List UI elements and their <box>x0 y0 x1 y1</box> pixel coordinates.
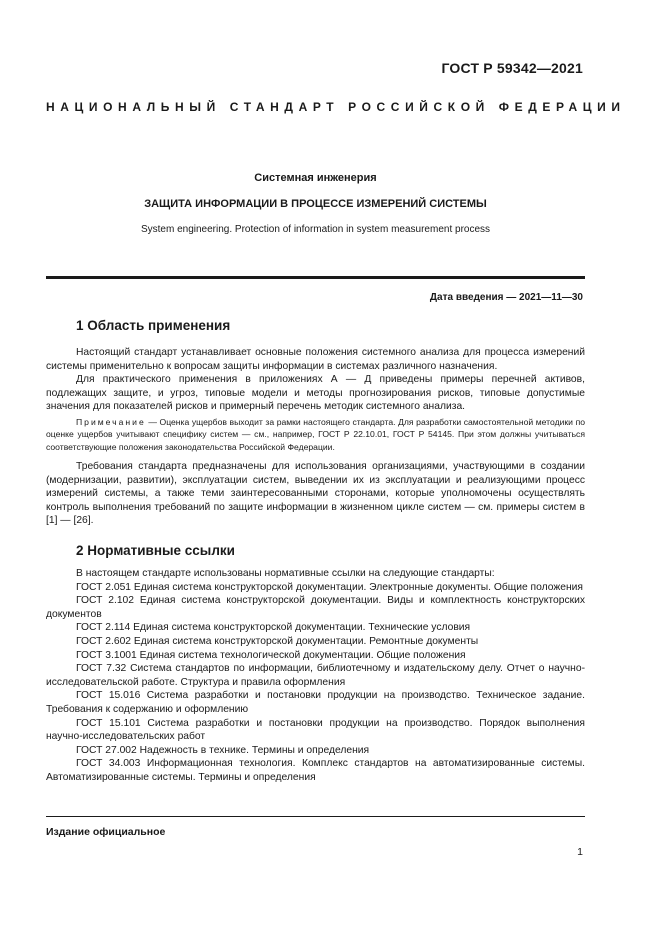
reference-item: ГОСТ 7.32 Система стандартов по информации, библиотечному и издательскому делу. Отчет о научно-исследовательской работе. Структура и правила оформления <box>46 663 585 688</box>
section-1-paragraph-1: Настоящий стандарт устанавливает основные положения системного анализа для процесса измерений системы применительно к вопросам защиты информации в системах различного назначения. <box>46 347 585 372</box>
reference-item: ГОСТ 15.101 Система разработки и постановки продукции на производство. Порядок выполнения научно-исследовательских работ <box>46 717 585 743</box>
document-subtitle: Системная инженерия <box>254 172 377 184</box>
official-edition-label: Издание официальное <box>46 826 166 838</box>
normative-references-list <box>46 567 585 785</box>
title-divider <box>46 276 585 279</box>
reference-item: ГОСТ 2.602 Единая система конструкторской документации. Ремонтные документы <box>76 635 479 647</box>
section-2-heading: 2 Нормативные ссылки <box>76 543 235 558</box>
reference-item: ГОСТ 27.002 Надежность в технике. Термины и определения <box>76 744 370 756</box>
section-1-paragraph-3: Требования стандарта предназначены для использования организациями, участвующими в создании (модернизации, развитии), эксплуатации систем, выведении их из эксплуатации и реализующими процесс измерений системы, а также теми заинтересованными сторонами, которые уполномочены осуществлять контроль выполнения требований по защите информации в жизненном цикле систем — см. примеры систем в [1] — [26]. <box>46 461 585 527</box>
note-label: Примечание <box>76 417 146 427</box>
reference-item: ГОСТ 34.003 Информационная технология. Комплекс стандартов на автоматизированные системы. Автоматизированные системы. Термины и определения <box>46 758 585 783</box>
reference-item: ГОСТ 15.016 Система разработки и постановки продукции на производство. Техническое задание. Требования к содержанию и оформлению <box>46 690 585 715</box>
section-1-paragraph-2: Для практического применения в приложениях А — Д приведены примеры перечней активов, подлежащих защите, и угроз, типовые модели и методы прогнозирования рисков, типовые допустимые значения для показателей рисков и примерный перечень методик системного анализа. <box>46 374 585 413</box>
reference-item: ГОСТ 3.1001 Единая система технологической документации. Общие положения <box>76 649 466 661</box>
references-intro: В настоящем стандарте использованы нормативные ссылки на следующие стандарты: <box>76 568 495 579</box>
section-1-heading: 1 Область применения <box>76 318 231 333</box>
introduction-date: Дата введения — 2021—11—30 <box>429 292 583 303</box>
document-title: ЗАЩИТА ИНФОРМАЦИИ В ПРОЦЕССЕ ИЗМЕРЕНИЙ СИСТЕМЫ <box>144 198 487 210</box>
page-number: 1 <box>577 846 583 858</box>
footer-divider <box>46 816 585 817</box>
reference-item: ГОСТ 2.114 Единая система конструкторской документации. Технические условия <box>76 622 471 634</box>
reference-item: ГОСТ 2.102 Единая система конструкторской документации. Виды и комплектность конструкторских документов <box>46 595 585 620</box>
national-standard-banner: НАЦИОНАЛЬНЫЙ СТАНДАРТ РОССИЙСКОЙ ФЕДЕРАЦИИ <box>46 100 626 114</box>
reference-item: ГОСТ 2.051 Единая система конструкторской документации. Электронные документы. Общие положения <box>76 581 583 593</box>
english-title: System engineering. Protection of information in system measurement process <box>140 224 491 235</box>
section-1-note <box>46 416 585 453</box>
note-text: — Оценка ущербов выходит за рамки настоящего стандарта. Для разработки самостоятельной методики по оценке ущербов учитывают специфику систем — см., например, ГОСТ Р 22.10.01, ГОСТ Р 54145. При этом должны учитываться соответствующие положения законодательства Российской Федерации. <box>46 417 585 452</box>
standard-number: ГОСТ Р 59342—2021 <box>441 60 583 76</box>
